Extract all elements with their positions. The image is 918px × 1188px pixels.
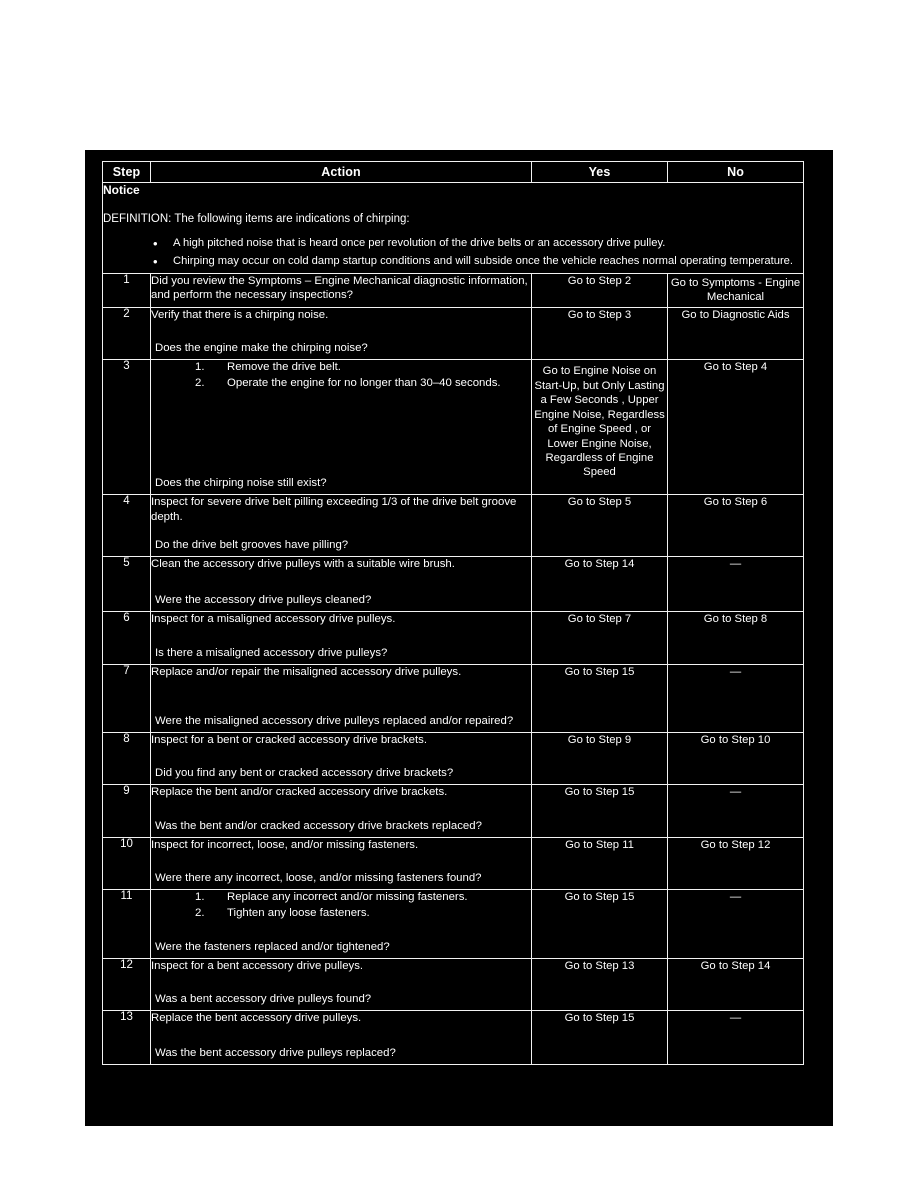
action-lead-text: Inspect for severe drive belt pilling exceeding 1/3 of the drive belt groove depth. [151,496,517,524]
table-row [103,733,804,785]
step-number-cell: 7 [103,665,151,733]
action-question-text: Was the bent accessory drive pulleys replaced? [155,1047,396,1060]
notice-bullet-list [103,236,803,269]
yes-result-cell: Go to Step 2 [532,273,668,308]
action-cell [151,557,532,612]
action-list-item: Remove the drive belt. [227,361,341,374]
yes-result-cell: Go to Step 5 [532,495,668,557]
column-header-no: No [668,162,804,183]
table-row [103,360,804,495]
table-row [103,308,804,360]
action-question-text: Was the bent and/or cracked accessory drive brackets replaced? [155,820,482,833]
yes-result-cell: Go to Step 11 [532,838,668,890]
table-row [103,785,804,838]
action-cell [151,838,532,890]
action-question-text: Does the chirping noise still exist? [155,477,327,490]
step-number-cell: 11 [103,890,151,959]
action-question-text: Were the misaligned accessory drive pulleys replaced and/or repaired? [155,715,514,728]
notice-cell [103,183,804,274]
action-question-text: Did you find any bent or cracked accessory drive brackets? [155,767,454,780]
action-question-text: Were the fasteners replaced and/or tightened? [155,941,390,954]
action-question-text: Does the engine make the chirping noise? [155,342,368,355]
action-cell [151,360,532,495]
yes-result-cell: Go to Step 15 [532,1011,668,1065]
action-cell [151,785,532,838]
table-row [103,959,804,1011]
yes-result-cell: Go to Engine Noise on Start-Up, but Only Lasting a Few Seconds , Upper Engine Noise, Regardless of Engine Speed , or Lower Engine Noise, Regardless of Engine Speed [532,360,668,495]
action-question-text: Do the drive belt grooves have pilling? [155,539,349,552]
action-cell [151,495,532,557]
step-number-cell: 1 [103,273,151,308]
no-result-cell: Go to Step 12 [668,838,804,890]
action-cell [151,612,532,665]
action-cell [151,665,532,733]
action-list-item: Operate the engine for no longer than 30–40 seconds. [227,377,501,390]
step-number-cell: 13 [103,1011,151,1065]
action-lead-text: Did you review the Symptoms – Engine Mechanical diagnostic information, and perform the necessary inspections? [151,274,528,302]
table-row [103,1011,804,1065]
step-number-cell: 4 [103,495,151,557]
no-result-cell: Go to Symptoms - Engine Mechanical [668,273,804,308]
step-number-cell: 8 [103,733,151,785]
no-result-cell: — [668,785,804,838]
action-ordered-list [151,890,531,921]
column-header-step: Step [103,162,151,183]
table-row [103,273,804,308]
diagnostic-table [102,161,804,1065]
action-list-item: Tighten any loose fasteners. [227,907,370,920]
yes-result-cell: Go to Step 3 [532,308,668,360]
table-row [103,838,804,890]
no-result-cell: Go to Step 4 [668,360,804,495]
step-number-cell: 5 [103,557,151,612]
action-question-text: Was a bent accessory drive pulleys found? [155,993,372,1006]
yes-result-cell: Go to Step 15 [532,890,668,959]
action-cell [151,890,532,959]
no-result-cell: Go to Diagnostic Aids [668,308,804,360]
yes-result-cell: Go to Step 9 [532,733,668,785]
action-lead-text: Inspect for a bent accessory drive pulleys. [151,960,364,973]
step-number-cell: 9 [103,785,151,838]
notice-bullet: • A high pitched noise that is heard once per revolution of the drive belts or an accessory drive pulley. [153,236,803,251]
no-result-cell: Go to Step 14 [668,959,804,1011]
no-result-cell: Go to Step 8 [668,612,804,665]
column-header-yes: Yes [532,162,668,183]
step-number-cell: 3 [103,360,151,495]
no-result-cell: — [668,665,804,733]
action-list-item: Replace any incorrect and/or missing fasteners. [227,891,468,904]
action-lead-text: Inspect for a bent or cracked accessory drive brackets. [151,734,428,747]
step-number-cell: 10 [103,838,151,890]
action-cell [151,273,532,308]
step-number-cell: 2 [103,308,151,360]
table-row [103,557,804,612]
action-question-text: Were the accessory drive pulleys cleaned? [155,594,372,607]
yes-result-cell: Go to Step 15 [532,785,668,838]
action-ordered-list [151,360,531,391]
action-lead-text: Replace and/or repair the misaligned accessory drive pulleys. [151,666,462,679]
table-row [103,890,804,959]
yes-result-cell: Go to Step 7 [532,612,668,665]
yes-result-cell: Go to Step 15 [532,665,668,733]
action-lead-text: Inspect for a misaligned accessory drive pulleys. [151,613,396,626]
step-number-cell: 12 [103,959,151,1011]
action-cell [151,733,532,785]
table-row [103,665,804,733]
table-row [103,612,804,665]
no-result-cell: Go to Step 10 [668,733,804,785]
action-cell [151,1011,532,1065]
column-header-action: Action [151,162,532,183]
yes-result-cell: Go to Step 13 [532,959,668,1011]
action-cell [151,959,532,1011]
action-lead-text: Replace the bent accessory drive pulleys. [151,1012,362,1025]
action-question-text: Is there a misaligned accessory drive pulleys? [155,647,388,660]
table-header-row [103,162,804,183]
action-lead-text: Inspect for incorrect, loose, and/or missing fasteners. [151,839,419,852]
action-lead-text: Clean the accessory drive pulleys with a suitable wire brush. [151,558,455,571]
yes-result-cell: Go to Step 14 [532,557,668,612]
no-result-cell: — [668,890,804,959]
action-lead-text: Replace the bent and/or cracked accessory drive brackets. [151,786,448,799]
action-lead-text: Verify that there is a chirping noise. [151,309,329,322]
no-result-cell: Go to Step 6 [668,495,804,557]
diagnostic-table-container [102,161,803,1065]
step-number-cell: 6 [103,612,151,665]
action-cell [151,308,532,360]
notice-title: Notice [103,183,140,197]
notice-bullet: • Chirping may occur on cold damp startup conditions and will subside once the vehicle reaches normal operating temperature. [153,254,803,269]
table-row [103,495,804,557]
action-question-text: Were there any incorrect, loose, and/or missing fasteners found? [155,872,482,885]
notice-row [103,183,804,274]
notice-definition: DEFINITION: The following items are indications of chirping: [103,213,410,225]
no-result-cell: — [668,1011,804,1065]
no-result-cell: — [668,557,804,612]
table-body [103,183,804,1065]
